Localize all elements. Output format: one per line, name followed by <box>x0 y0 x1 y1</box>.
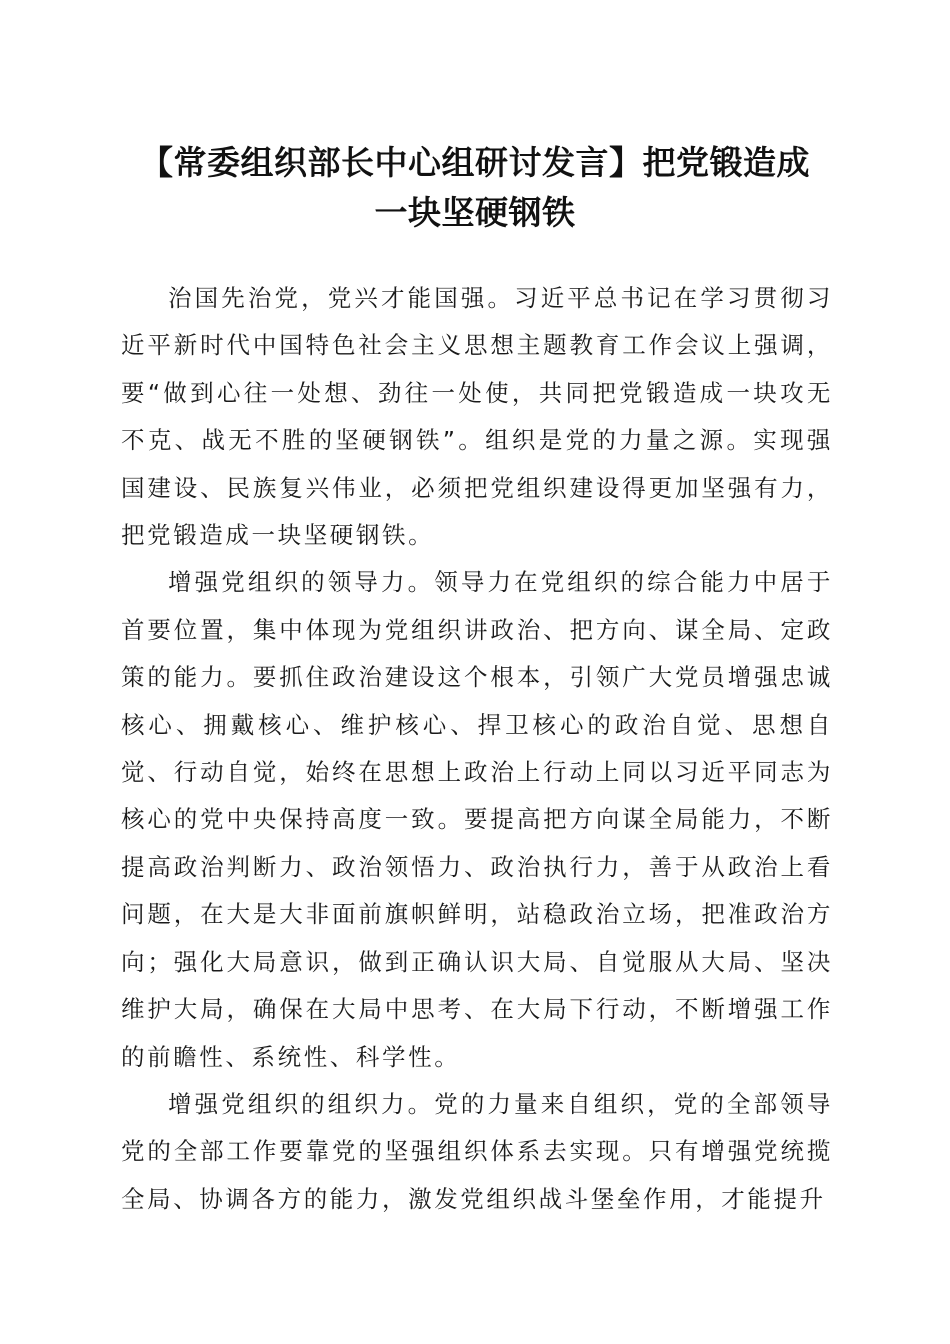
title-line-2: 一块坚硬钢铁 <box>374 193 576 232</box>
paragraph: 增强党组织的领导力。领导力在党组织的综合能力中居于首要位置，集中体现为党组织讲政治、把方向、谋全局、定政策的能力。要抓住政治建设这个根本，引领广大党员增强忠诚核心、拥戴核心、维护核心、捍卫核心的政治自觉、思想自觉、行动自觉，始终在思想上政治上行动上同以习近平同志为核心的党中央保持高度一致。要提高把方向谋全局能力，不断提高政治判断力、政治领悟力、政治执行力，善于从政治上看问题，在大是大非面前旗帜鲜明，站稳政治立场，把准政治方向；强化大局意识，做到正确认识大局、自觉服从大局、坚决维护大局，确保在大局中思考、在大局下行动，不断增强工作的前瞻性、系统性、科学性。 <box>121 568 833 1071</box>
document-title <box>100 138 850 238</box>
paragraph: 增强党组织的组织力。党的力量来自组织，党的全部领导党的全部工作要靠党的坚强组织体系去实现。只有增强党统揽全局、协调各方的能力，激发党组织战斗堡垒作用，才能提升 <box>121 1089 833 1213</box>
title-line-1: 【常委组织部长中心组研讨发言】把党锻造成 <box>140 143 810 182</box>
paragraph: 治国先治党，党兴才能国强。习近平总书记在学习贯彻习近平新时代中国特色社会主义思想主题教育工作会议上强调，要“做到心往一处想、劲往一处使，共同把党锻造成一块攻无不克、战无不胜的坚硬钢铁”。组织是党的力量之源。实现强国建设、民族复兴伟业，必须把党组织建设得更加坚强有力，把党锻造成一块坚硬钢铁。 <box>121 284 833 550</box>
document-body <box>121 275 833 1223</box>
